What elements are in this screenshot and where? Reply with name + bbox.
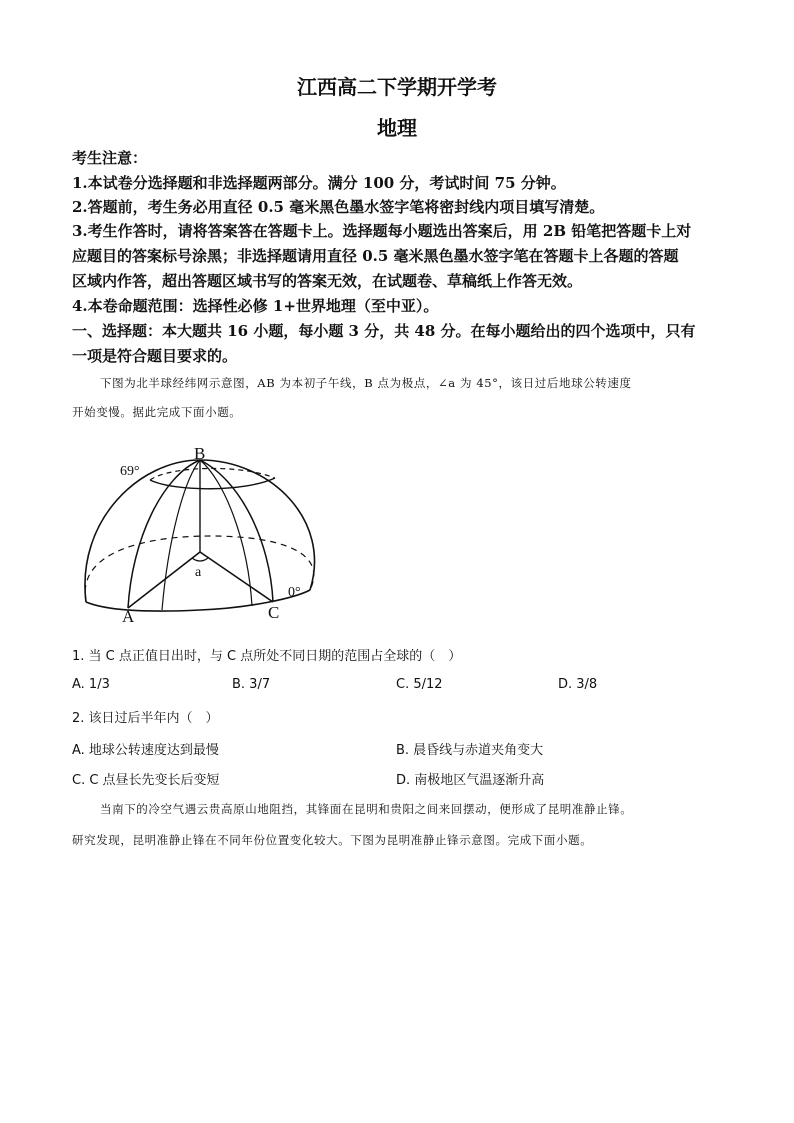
question-1-option-a[interactable]: A. 1/3 bbox=[72, 677, 110, 692]
passage-1-line-1: 下图为北半球经纬网示意图，AB 为本初子午线，B 点为极点，∠a 为 45°，该日过后地球公转速度 bbox=[100, 376, 632, 390]
passage-2-line-1: 当南下的冷空气遇云贵高原山地阻挡，其锋面在昆明和贵阳之间来回摆动，便形成了昆明准静止锋。 bbox=[100, 802, 633, 816]
notice-item-3: 3.考生作答时，请将答案答在答题卡上。选择题每小题选出答案后，用 2B 铅笔把答题卡上对 bbox=[72, 222, 692, 240]
question-2-option-c[interactable]: C. C 点昼长先变长后变短 bbox=[72, 773, 220, 788]
label-a: A bbox=[122, 607, 135, 626]
meridian-bc bbox=[200, 460, 273, 602]
notice-item-1: 1.本试卷分选择题和非选择题两部分。满分 100 分，考试时间 75 分钟。 bbox=[72, 174, 566, 192]
question-1-option-c[interactable]: C. 5/12 bbox=[396, 677, 443, 692]
notice-item-4: 4.本卷命题范围：选择性必修 1+世界地理（至中亚）。 bbox=[72, 297, 439, 315]
question-2-stem: 2. 该日过后半年内（ ） bbox=[72, 711, 219, 726]
notice-item-3-cont-1: 应题目的答案标号涂黑；非选择题请用直径 0.5 毫米黑色墨水签字笔在答题卡上各题的答题 bbox=[72, 247, 679, 265]
label-lat-0: 0° bbox=[288, 585, 301, 600]
section-heading-cont: 一项是符合题目要求的。 bbox=[72, 347, 238, 365]
notice-item-3-cont-2: 区域内作答，超出答题区域书写的答案无效，在试题卷、草稿纸上作答无效。 bbox=[72, 272, 583, 290]
radius-a bbox=[128, 552, 200, 608]
graticule-figure bbox=[70, 440, 340, 630]
subject-title: 地理 bbox=[377, 116, 417, 140]
label-lat-69: 69° bbox=[120, 464, 140, 479]
passage-1-line-2: 开始变慢。据此完成下面小题。 bbox=[72, 405, 242, 419]
exam-title: 江西高二下学期开学考 bbox=[297, 75, 497, 99]
angle-arc bbox=[192, 558, 208, 561]
radius-c bbox=[200, 552, 273, 602]
passage-2-line-2: 研究发现，昆明准静止锋在不同年份位置变化较大。下图为昆明准静止锋示意图。完成下面小题。 bbox=[72, 833, 593, 847]
section-heading: 一、选择题：本大题共 16 小题，每小题 3 分，共 48 分。在每小题给出的四个选项中，只有 bbox=[72, 322, 696, 340]
question-2-option-b[interactable]: B. 晨昏线与赤道夹角变大 bbox=[396, 743, 544, 758]
question-2-option-a[interactable]: A. 地球公转速度达到最慢 bbox=[72, 743, 219, 758]
question-2-option-d[interactable]: D. 南极地区气温逐渐升高 bbox=[396, 773, 545, 788]
notice-heading: 考生注意： bbox=[72, 149, 148, 167]
question-1-option-d[interactable]: D. 3/8 bbox=[558, 677, 598, 692]
label-b: B bbox=[194, 444, 206, 463]
question-1-option-b[interactable]: B. 3/7 bbox=[232, 677, 271, 692]
parallel-69-front bbox=[150, 478, 275, 489]
meridian-mid-right bbox=[200, 460, 252, 606]
meridian-mid-left bbox=[162, 460, 200, 610]
label-angle-a: a bbox=[195, 565, 202, 580]
question-1-stem: 1. 当 C 点正值日出时，与 C 点所处不同日期的范围占全球的（ ） bbox=[72, 649, 462, 664]
notice-item-2: 2.答题前，考生务必用直径 0.5 毫米黑色墨水签字笔将密封线内项目填写清楚。 bbox=[72, 198, 605, 216]
label-c: C bbox=[268, 603, 280, 622]
